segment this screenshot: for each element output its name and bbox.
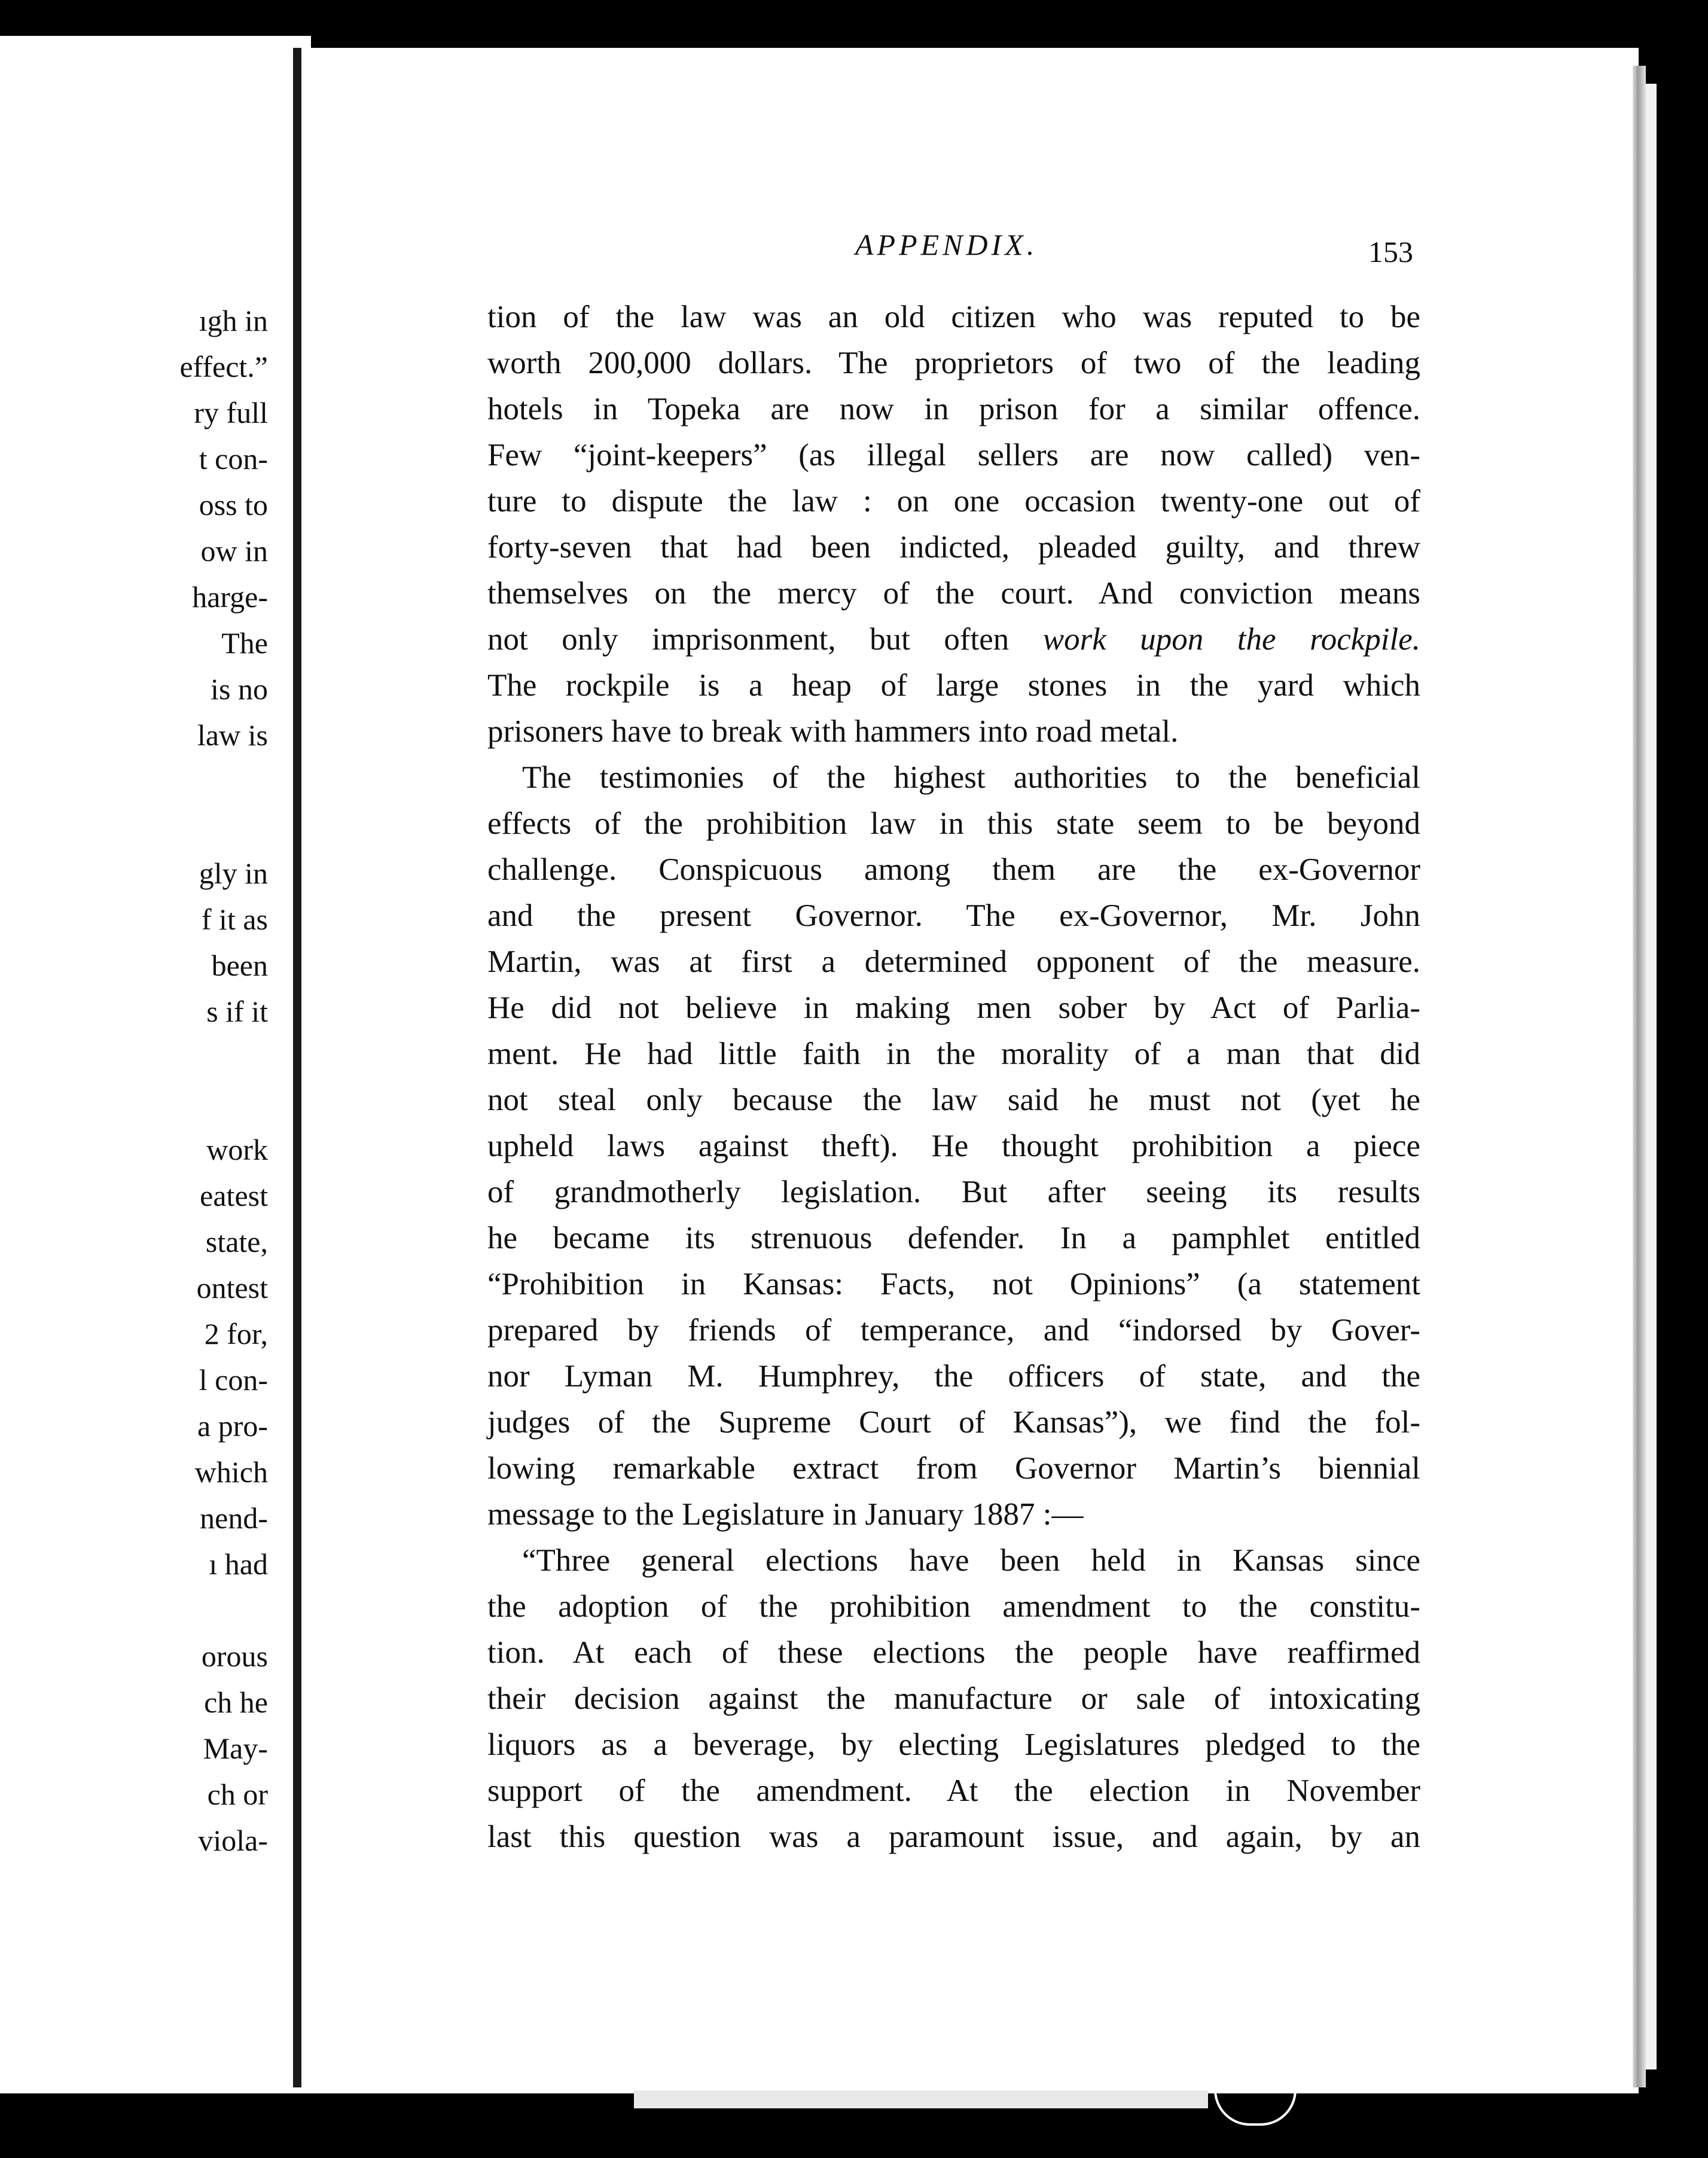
text-line: tion. At each of these elections the people have reaffirmed bbox=[487, 1635, 1420, 1670]
text-line: liquors as a beverage, by electing Legislatures pledged to the bbox=[487, 1727, 1420, 1762]
text-line: message to the Legislature in January 1887 :— bbox=[487, 1497, 1084, 1532]
left-page-text-fragment: ch he bbox=[204, 1685, 268, 1719]
text-line: and the present Governor. The ex-Governor, Mr. John bbox=[487, 898, 1420, 933]
text-line: ture to dispute the law : on one occasion twenty-one out of bbox=[487, 484, 1420, 519]
left-page-text-fragment: ı had bbox=[209, 1547, 268, 1581]
running-head: APPENDIX. bbox=[855, 228, 1038, 261]
left-page-text-fragment: effect.” bbox=[179, 350, 268, 383]
spine-shadow bbox=[293, 48, 301, 2087]
text-line: He did not believe in making men sober by Act of Parlia- bbox=[487, 990, 1420, 1025]
text-line: nor Lyman M. Humphrey, the officers of state, and the bbox=[487, 1359, 1420, 1394]
left-page-text-fragment: eatest bbox=[200, 1179, 268, 1212]
left-facing-page bbox=[0, 36, 287, 2093]
left-page-text-fragment: been bbox=[211, 949, 268, 982]
text-line: he became its strenuous defender. In a pamphlet entitled bbox=[487, 1221, 1420, 1255]
text-line: challenge. Conspicuous among them are the ex-Governor bbox=[487, 852, 1420, 887]
stray-scan-mark bbox=[1214, 2052, 1297, 2126]
text-line: of grandmotherly legislation. But after seeing its results bbox=[487, 1175, 1420, 1209]
text-line: “Prohibition in Kansas: Facts, not Opinions” (a statement bbox=[487, 1267, 1420, 1301]
text-line: lowing remarkable extract from Governor Martin’s biennial bbox=[487, 1451, 1420, 1486]
text-line: last this question was a paramount issue, and again, by an bbox=[487, 1819, 1420, 1854]
left-page-text-fragment: ontest bbox=[196, 1271, 268, 1304]
left-page-text-fragment: gly in bbox=[199, 857, 268, 890]
left-page-text-fragment: harge- bbox=[192, 580, 268, 614]
text-line: the adoption of the prohibition amendment to the constitu- bbox=[487, 1589, 1420, 1624]
text-line: support of the amendment. At the election in November bbox=[487, 1773, 1420, 1808]
text-line: Martin, was at first a determined opponent of the measure. bbox=[487, 944, 1420, 979]
left-page-text-fragment: ow in bbox=[200, 534, 268, 568]
left-page-text-fragment: law is bbox=[197, 718, 268, 752]
page-edge-right bbox=[1633, 66, 1646, 2087]
text-line: judges of the Supreme Court of Kansas”), we find the fol- bbox=[487, 1405, 1420, 1440]
left-page-text-fragment: t con- bbox=[199, 442, 268, 476]
text-line: their decision against the manufacture or sale of intoxicating bbox=[487, 1681, 1420, 1716]
body-text bbox=[487, 294, 1420, 1860]
text-line: upheld laws against theft). He thought prohibition a piece bbox=[487, 1129, 1420, 1163]
left-page-text-fragment: nend- bbox=[200, 1501, 268, 1535]
left-page-text-fragment: f it as bbox=[201, 903, 268, 936]
page-edge-bottom bbox=[634, 2090, 1208, 2108]
left-page-text-fragment: s if it bbox=[206, 995, 268, 1028]
left-page-text-fragment: a pro- bbox=[197, 1409, 268, 1443]
italic-phrase: work upon the rockpile. bbox=[1042, 622, 1420, 657]
left-page-text-fragment: l con- bbox=[199, 1363, 268, 1397]
text-line: not steal only because the law said he must not (yet he bbox=[487, 1083, 1420, 1117]
text-line: prepared by friends of temperance, and “indorsed by Gover- bbox=[487, 1313, 1420, 1348]
text-line: The rockpile is a heap of large stones in the yard which bbox=[487, 668, 1420, 703]
text-line: tion of the law was an old citizen who was reputed to be bbox=[487, 300, 1420, 334]
text-segment: not only imprisonment, but often bbox=[487, 622, 1009, 657]
text-line: Few “joint-keepers” (as illegal sellers are now called) ven- bbox=[487, 438, 1420, 473]
left-page-text-fragment: ch or bbox=[207, 1778, 268, 1811]
left-page-text-fragment: oss to bbox=[199, 488, 268, 522]
text-line: worth 200,000 dollars. The proprietors of two of the leading bbox=[487, 346, 1420, 380]
page-number: 153 bbox=[1368, 235, 1413, 269]
text-line: The testimonies of the highest authorities to the beneficial bbox=[522, 760, 1420, 795]
left-page-text-fragment: orous bbox=[201, 1639, 268, 1673]
text-line: hotels in Topeka are now in prison for a similar offence. bbox=[487, 392, 1420, 426]
text-line: “Three general elections have been held in Kansas since bbox=[522, 1543, 1420, 1578]
text-line: effects of the prohibition law in this state seem to be beyond bbox=[487, 806, 1420, 841]
text-line: prisoners have to break with hammers into road metal. bbox=[487, 714, 1179, 749]
text-line: forty-seven that had been indicted, pleaded guilty, and threw bbox=[487, 530, 1420, 565]
left-page-text-fragment: state, bbox=[205, 1225, 268, 1258]
text-line: ment. He had little faith in the morality of a man that did bbox=[487, 1037, 1420, 1071]
page-edge-outer bbox=[1646, 84, 1657, 2069]
left-page-text-fragment: ıgh in bbox=[199, 304, 268, 337]
left-page-text-fragment: The bbox=[221, 626, 268, 660]
left-page-text-fragment: is no bbox=[211, 672, 268, 706]
left-page-text-fragment: viola- bbox=[198, 1824, 268, 1857]
text-line: themselves on the mercy of the court. And conviction means bbox=[487, 576, 1420, 611]
left-page-text-fragment: ry full bbox=[194, 396, 268, 429]
left-page-text-fragment: May- bbox=[203, 1732, 268, 1765]
text-line-with-italic bbox=[487, 617, 1420, 663]
left-page-text-fragment: which bbox=[194, 1455, 268, 1489]
left-page-text-fragment: 2 for, bbox=[204, 1317, 268, 1351]
left-page-text-fragment: work bbox=[206, 1133, 268, 1166]
